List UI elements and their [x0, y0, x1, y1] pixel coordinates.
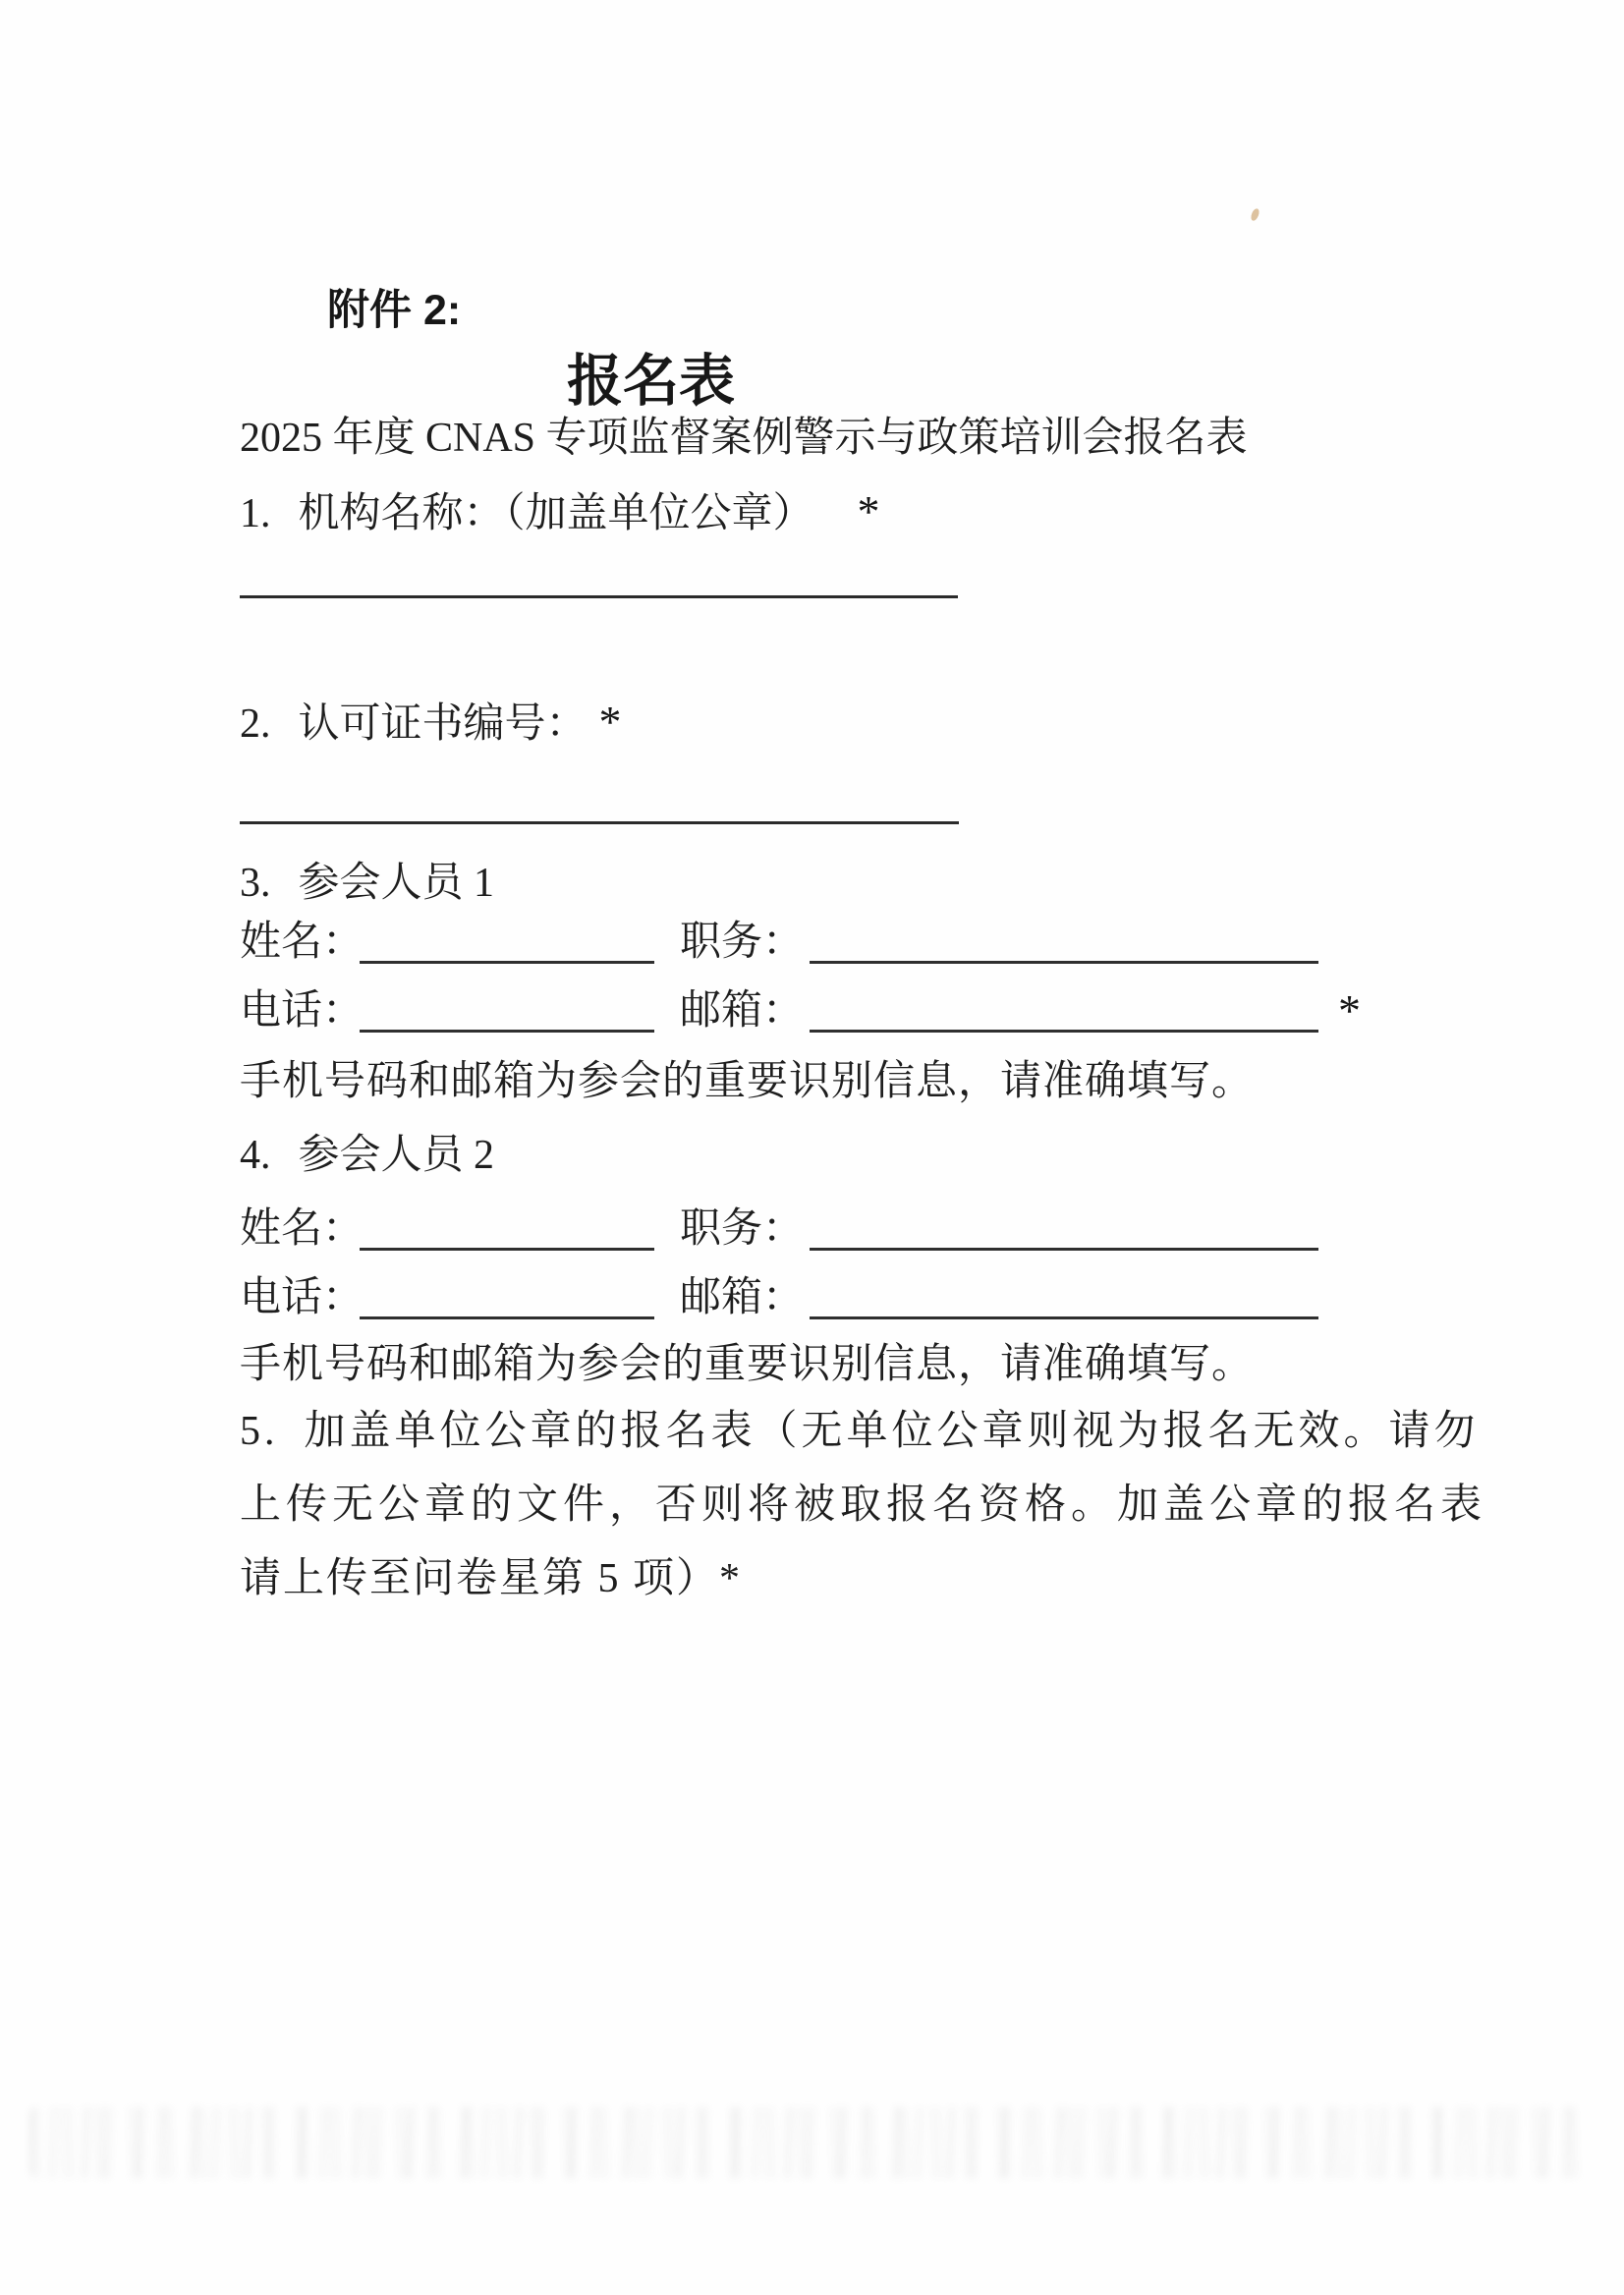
- org-name-fill-line: [240, 568, 958, 598]
- item-3-label: 参会人员 1: [298, 861, 495, 906]
- attendee1-position-label: 职务：: [680, 920, 805, 965]
- item-2-required-asterisk: *: [598, 697, 622, 747]
- item-2-label: 认可证书编号：: [298, 701, 588, 747]
- attendee1-required-asterisk: *: [1338, 985, 1361, 1036]
- item-3-number: 3.: [240, 861, 271, 906]
- item-1: [240, 487, 880, 537]
- attendee2-position-label: 职务：: [680, 1206, 805, 1252]
- certificate-number-fill-line: [240, 794, 959, 824]
- attachment-label: 附件 2:: [327, 287, 462, 334]
- page-title: 报名表: [567, 350, 735, 413]
- attendee2-note: 手机号码和邮箱为参会的重要识别信息，请准确填写。: [240, 1342, 1255, 1387]
- attendee2-name-line: [360, 1212, 654, 1251]
- item-1-number: 1.: [240, 491, 271, 536]
- item-3: [240, 861, 494, 906]
- item-4-label: 参会人员 2: [298, 1133, 495, 1178]
- item-5-line-2: 上传无公章的文件，否则将被取报名资格。加盖公章的报名表: [240, 1483, 1487, 1528]
- attendee1-position-line: [810, 925, 1318, 964]
- item-5-number: 5.: [240, 1409, 279, 1454]
- scan-speck-artifact: [1250, 207, 1260, 222]
- attendee2-email-label: 邮箱：: [680, 1275, 805, 1320]
- item-5-line-1-text: 加盖单位公章的报名表（无单位公章则视为报名无效。请勿: [304, 1409, 1480, 1454]
- scan-bleedthrough-artifact: [29, 2107, 1594, 2178]
- attendee2-email-line: [810, 1281, 1318, 1319]
- attendee1-name-line: [360, 925, 654, 964]
- attendee2-name-label: 姓名：: [240, 1206, 364, 1252]
- attendee1-name-label: 姓名：: [240, 920, 364, 965]
- item-4-number: 4.: [240, 1133, 271, 1178]
- attendee1-email-label: 邮箱：: [680, 988, 805, 1034]
- attendee1-phone-line: [360, 994, 654, 1033]
- attendee2-phone-label: 电话：: [240, 1275, 364, 1320]
- attendee1-note: 手机号码和邮箱为参会的重要识别信息，请准确填写。: [240, 1059, 1255, 1104]
- item-1-required-asterisk: *: [857, 486, 880, 536]
- attendee1-email-line: [810, 994, 1318, 1033]
- attendee2-position-line: [810, 1212, 1318, 1251]
- attendee2-phone-line: [360, 1281, 654, 1319]
- attendee1-phone-label: 电话：: [240, 988, 364, 1034]
- item-2: [240, 698, 622, 748]
- item-1-label: 机构名称：（加盖单位公章）: [298, 491, 814, 536]
- form-subtitle: 2025 年度 CNAS 专项监督案例警示与政策培训会报名表: [240, 416, 1248, 461]
- item-2-number: 2.: [240, 701, 271, 747]
- item-5-line-3: 请上传至问卷星第 5 项）*: [240, 1556, 743, 1601]
- item-5-line-1: [240, 1409, 1480, 1454]
- item-4: [240, 1133, 494, 1178]
